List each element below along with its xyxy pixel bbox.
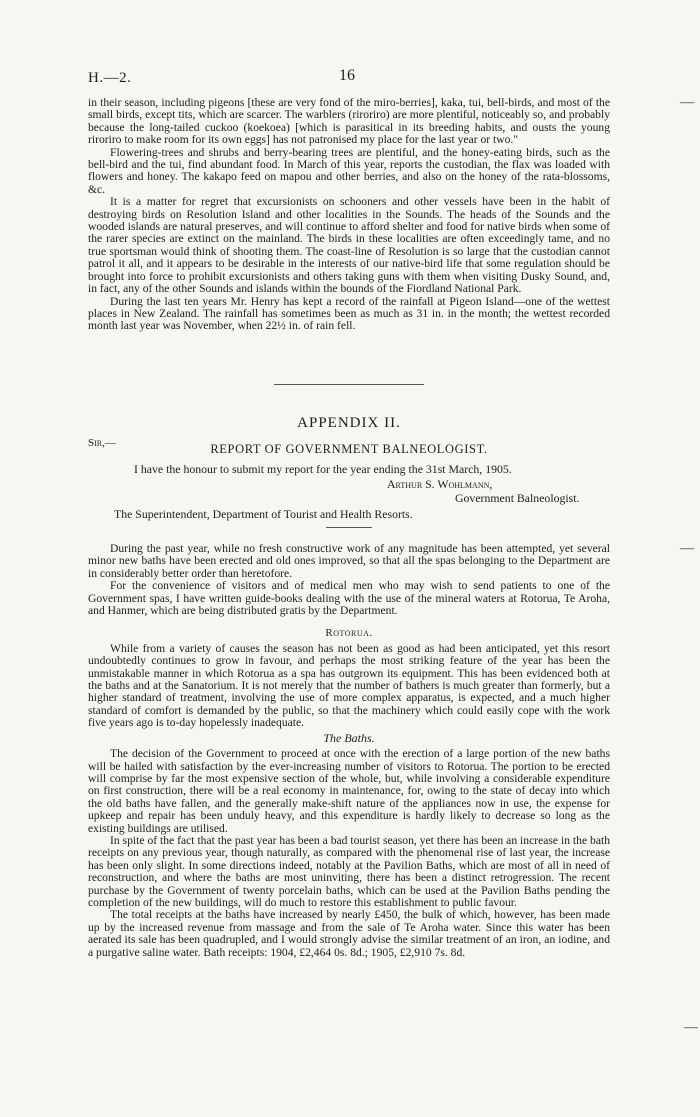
paragraph: Flowering-trees and shrubs and berry-bearing trees are plentiful, and the honey-eating birds, such as the bell-bird and the tui, find abundant food. In March of this year, reports the custodian, the flax was loaded with flowers and honey. The kakapo feed on mapou and other berries, and also on the honey of the rata-blossoms, &c. bbox=[88, 145, 610, 196]
report-body bbox=[88, 543, 610, 959]
report-code: H.—2. bbox=[88, 70, 132, 86]
rotorua-heading: Rotorua. bbox=[325, 627, 373, 640]
paragraph: During the last ten years Mr. Henry has kept a record of the rainfall at Pigeon Island—one of the wettest places in New Zealand. The rainfall has sometimes been as much as 31 in. in the month; the wettest recorded month last year was November, when 22½ in. of rain fell. bbox=[88, 294, 610, 333]
section-divider bbox=[274, 384, 424, 385]
paragraph: in their season, including pigeons [these are very fond of the miro-berries], kaka, tui, bell-birds, and most of the small birds, except tits, which are scarcer. The warblers (riroriro) are more plentiful, noticeably so, and probably because the long-tailed cuckoo (koekoea) [which is parasitical in its breeding habits, and ousts the young riroriro to make room for its own eggs] has not patronised my place for the last year or two." bbox=[88, 96, 610, 147]
signatory-name: Arthur S. Wohlmann, bbox=[387, 477, 493, 491]
page-number: 16 bbox=[339, 67, 355, 84]
paragraph: For the convenience of visitors and of medical men who may wish to send patients to one of the Government spas, I have written guide-books dealing with the use of the mineral waters at Rotorua, Te Aroha, and Hanmer, which are being distributed gratis by the Department. bbox=[88, 579, 610, 618]
paragraph: The decision of the Government to proceed at once with the erection of a large portion of the new baths will be hailed with satisfaction by the ever-increasing number of visitors to Rotorua. The portion to be erected will comprise by far the most expensive section of the whole, but, while involving a considerable expenditure on first construction, there will be a real economy in maintenance, for, owing to the state of decay into which the old baths have fallen, and the generally make-shift nature of the appliances now in use, the expense for upkeep and repair has been unduly heavy, and this expenditure is hardly likely to decrease so long as the existing buildings are utilised. bbox=[88, 747, 610, 835]
paragraph: In spite of the fact that the past year has been a bad tourist season, yet there has been an increase in the bath receipts on any previous year, though naturally, as compared with the phenomenal rise of last year, the increase has been only slight. In some directions indeed, notably at the Pavilion Baths, which are most of all in need of reconstruction, and where the baths are most uninviting, there has been a distinct retrogression. The recent purchase by the Government of twenty porcelain baths, which can be used at the Pavilion Baths pending the completion of the new buildings, will do much to restore this establishment to public favour. bbox=[88, 833, 610, 909]
continued-section bbox=[88, 97, 610, 333]
short-divider bbox=[326, 527, 372, 528]
margin-mark: — bbox=[684, 1020, 698, 1035]
baths-heading: The Baths. bbox=[323, 730, 375, 745]
margin-mark: — bbox=[680, 541, 694, 556]
signatory-title: Government Balneologist. bbox=[455, 491, 580, 505]
paragraph: The total receipts at the baths have increased by nearly £450, the bulk of which, however, has been made up by the increased revenue from massage and from the sale of Te Aroha water. Since this water has been aerated its sale has been quadrupled, and I would strongly advise the similar treatment of an iron, an iodine, and a purgative saline water. Bath receipts: 1904, £2,464 0s. 8d.; 1905, £2,910 7s. 8d. bbox=[88, 908, 610, 959]
paragraph: During the past year, while no fresh constructive work of any magnitude has been attempted, yet several minor new baths have been erected and old ones improved, so that all the spas belonging to the Department are in considerably better order than heretofore. bbox=[88, 542, 610, 580]
salutation: Sir,— bbox=[88, 437, 116, 449]
paragraph: It is a matter for regret that excursionists on schooners and other vessels have been in the habit of destroying birds on Resolution Island and other localities in the Sounds. The heads of the Sounds and the wooded islands are natural preserves, and will continue to afford shelter and food for native birds when some of the rarer species are extinct on the mainland. The birds in these localities are often exceedingly tame, and no true sportsman would think of shooting them. The coast-line of Resolution is so large that the custodian cannot patrol it all, and it appears to be desirable in the interests of our native-bird life that some regulation should be brought into force to prohibit excursionists and others taking guns with them when visiting Dusky Sound, and, in fact, any of the other Sounds and islands within the bounds of the Fiordland National Park. bbox=[88, 195, 610, 296]
report-title: REPORT OF GOVERNMENT BALNEOLOGIST. bbox=[210, 442, 488, 456]
addressee: The Superintendent, Department of Tourist and Health Resorts. bbox=[114, 507, 413, 521]
margin-mark: — bbox=[680, 95, 694, 110]
intro-line: I have the honour to submit my report for the year ending the 31st March, 1905. bbox=[134, 462, 512, 476]
appendix-title: APPENDIX II. bbox=[297, 415, 401, 431]
paragraph: While from a variety of causes the season has not been as good as had been anticipated, yet this resort undoubtedly continues to grow in favour, and perhaps the most striking feature of the year has been the unmistakable manner in which Rotorua as a spa has outgrown its equipment. This has been evidenced both at the baths and at the Sanatorium. It is not merely that the number of bathers is much greater than formerly, but a higher standard of treatment, involving the use of more complex apparatus, is expected, and a much higher standard of comfort is demanded by the public, so that the machinery which could easily cope with the work five years ago is to-day hopelessly inadequate. bbox=[88, 641, 610, 730]
